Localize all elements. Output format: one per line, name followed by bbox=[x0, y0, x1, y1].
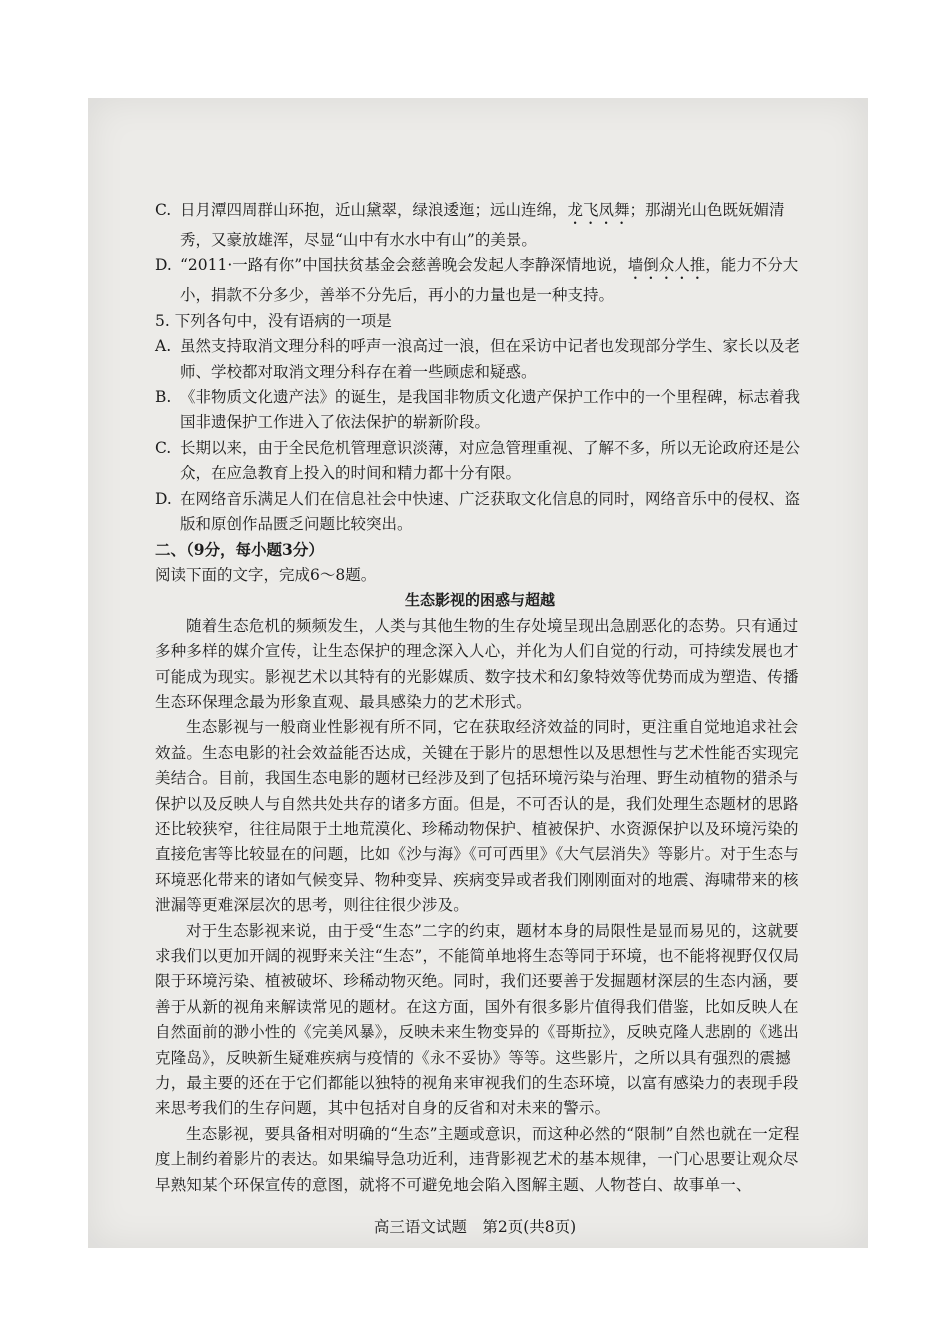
article-title: 生态影视的困惑与超越 bbox=[404, 591, 555, 610]
q5-option-c bbox=[155, 436, 805, 487]
article-paragraph: 生态影视，要具备相对明确的“生态”主题或意识，而这种必然的“限制”自然也就在一定程度上制约着影片的表达。如果编导急功近利，违背影视艺术的基本规律，一门心思要让观众尽早熟知某个环保宣传的意图，就将不可避免地会陷入图解主题、人物苍白、故事单一、 bbox=[155, 1124, 800, 1194]
article-paragraph: 随着生态危机的频频发生，人类与其他生物的生存处境呈现出急剧恶化的态势。只有通过多种多样的媒介宣传，让生态保护的理念深入人心，并化为人们自觉的行动，可持续发展也才可能成为现实。影视艺术以其特有的光影媒质、数字技术和幻象特效等优势而成为塑造、传播生态环保理念最为形象直观、最具感染力的艺术形式。 bbox=[155, 616, 799, 711]
q5-option-d bbox=[155, 487, 805, 538]
option-text: 《非物质文化遗产法》的诞生，是我国非物质文化遗产保护工作中的一个里程碑，标志着我国非遗保护工作进入了依法保护的崭新阶段。 bbox=[180, 388, 801, 432]
article-paragraph: 生态影视与一般商业性影视有所不同，它在获取经济效益的同时，更注重自觉地追求社会效益。生态电影的社会效益能否达成，关键在于影片的思想性以及思想性与艺术性能否实现完美结合。目前，我国生态电影的题材已经涉及到了包括环境污染与治理、野生动植物的猎杀与保护以及反映人与自然共处共存的诸多方面。但是，不可否认的是，我们处理生态题材的思路还比较狭窄，往往局限于土地荒漠化、珍稀动物保护、植被保护、水资源保护以及环境污染的直接危害等比较显在的问题，比如《沙与海》《可可西里》《大气层消失》等影片。对于生态与环境恶化带来的诸如气候变异、物种变异、疾病变异或者我们刚刚面对的地震、海啸带来的核泄漏等更难深层次的思考，则往往很少涉及。 bbox=[155, 718, 799, 915]
q4-option-d bbox=[155, 253, 805, 308]
q4-option-c bbox=[155, 198, 805, 253]
q5-stem: 5. 下列各句中，没有语病的一项是 bbox=[155, 311, 392, 330]
option-text: 虽然支持取消文理分科的呼声一浪高过一浪，但在采访中记者也发现部分学生、家长以及老师、学校都对取消文理分科存在着一些顾虑和疑惑。 bbox=[180, 337, 801, 381]
option-text: ，能力不分大小，捐款不分多少，善举不分先后，再小的力量也是一种支持。 bbox=[180, 256, 799, 305]
option-label: D. bbox=[155, 256, 172, 275]
section-instruction: 阅读下面的文字，完成6～8题。 bbox=[155, 565, 377, 584]
option-text: ；那湖光山色既妩媚清秀，又豪放雄浑，尽显“山中有水水中有山”的美景。 bbox=[180, 201, 785, 249]
article-paragraph: 对于生态影视来说，由于受“生态”二字的约束，题材本身的局限性是显而易见的，这就要求我们以更加开阔的视野来关注“生态”，不能简单地将生态等同于环境，也不能将视野仅仅局限于环境污染、植被破坏、珍稀动物灭绝。同时，我们还要善于发掘题材深层的生态内涵，要善于从新的视角来解读常见的题材。在这方面，国外有很多影片值得我们借鉴，比如反映人在自然面前的渺小性的《完美风暴》，反映未来生物变异的《哥斯拉》，反映克隆人悲剧的《逃出克隆岛》，反映新生疑难疾病与疫情的《永不妥协》等等。这些影片，之所以具有强烈的震撼力，最主要的还在于它们都能以独特的视角来审视我们的生态环境，以富有感染力的表现手段来思考我们的生存问题，其中包括对自身的反省和对未来的警示。 bbox=[155, 921, 800, 1118]
option-text: “2011·一路有你”中国扶贫基金会慈善晚会发起人李静深情地说， bbox=[180, 256, 628, 275]
page-footer: 高三语文试题 第2页(共8页) bbox=[373, 1218, 577, 1236]
option-text: 日月潭四周群山环抱，近山黛翠，绿浪逶迤；远山连绵， bbox=[180, 201, 568, 219]
option-label: A. bbox=[155, 337, 172, 356]
option-text: 长期以来，由于全民危机管理意识淡薄，对应急管理重视、了解不多，所以无论政府还是公众，在应急教育上投入的时间和精力都十分有限。 bbox=[180, 438, 801, 483]
section-heading: 二、（9分，每小题3分） bbox=[155, 540, 324, 560]
exam-content bbox=[155, 198, 805, 1198]
dotted-idiom: 墙倒众人推 bbox=[627, 256, 706, 275]
dotted-idiom: 龙飞凤舞 bbox=[567, 201, 630, 219]
option-label: D. bbox=[155, 489, 172, 508]
option-text: 在网络音乐满足人们在信息社会中快速、广泛获取文化信息的同时，网络音乐中的侵权、盗版和原创作品匮乏问题比较突出。 bbox=[180, 489, 801, 534]
option-label: C. bbox=[155, 201, 172, 219]
q5-option-a bbox=[155, 334, 805, 385]
option-label: B. bbox=[155, 388, 172, 407]
q5-option-b bbox=[155, 385, 805, 436]
option-label: C. bbox=[155, 438, 172, 457]
